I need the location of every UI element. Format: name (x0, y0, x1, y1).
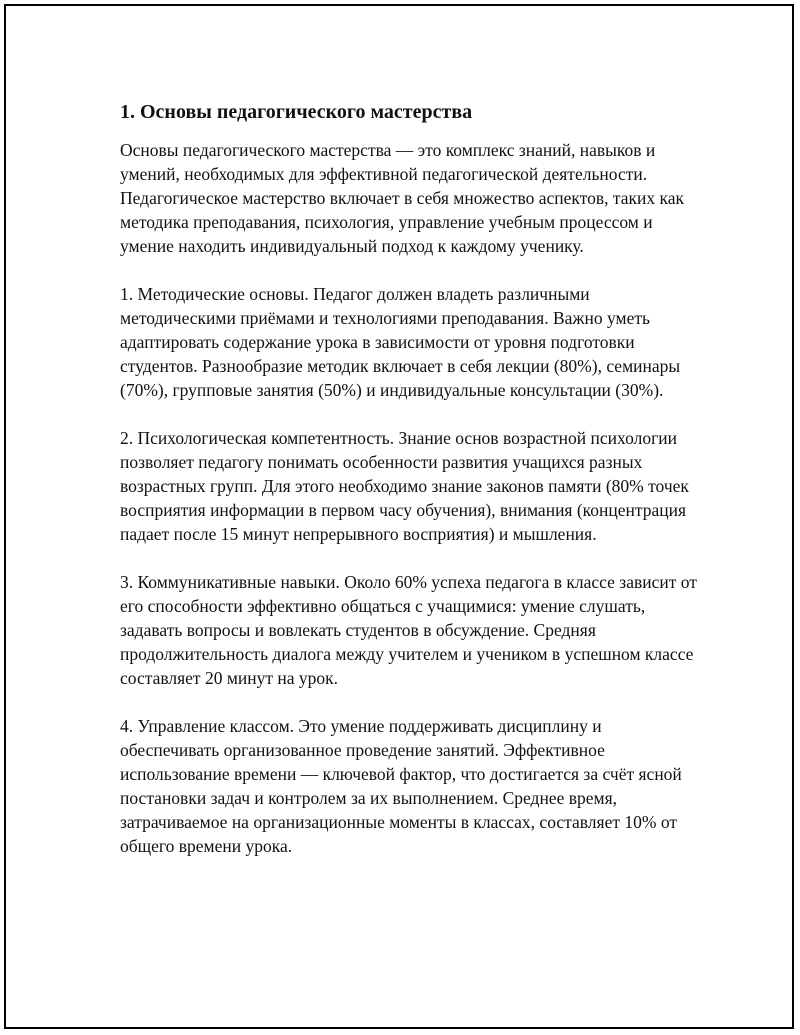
intro-paragraph: Основы педагогического мастерства — это комплекс знаний, навыков и умений, необходимых для эффективной педагогической деятельности. Педагогическое мастерство включает в себя множество аспектов, таких как методика преподавания, психология, управление учебным процессом и умение находить индивидуальный подход к каждому ученику. (120, 140, 684, 256)
section-classroom-management: 4. Управление классом. Это умение поддерживать дисциплину и обеспечивать организованное проведение занятий. Эффективное использование времени — ключевой фактор, что достигается за счёт ясной постановки задач и контролем за их выполнением. Среднее время, затрачиваемое на организационные моменты в классах, составляет 10% от общего времени урока. (120, 716, 682, 856)
section-psychological-competence: 2. Психологическая компетентность. Знание основ возрастной психологии позволяет педагогу понимать особенности развития учащихся разных возрастных групп. Для этого необходимо знание законов памяти (80% точек восприятия информации в первом часу обучения), внимания (концентрация падает после 15 минут непрерывного восприятия) и мышления. (120, 428, 689, 544)
page-frame (4, 4, 794, 1029)
document-title: 1. Основы педагогического мастерства (120, 101, 473, 123)
document-body (120, 98, 700, 882)
section-methodical-basics: 1. Методические основы. Педагог должен владеть различными методическими приёмами и технологиями преподавания. Важно уметь адаптировать содержание урока в зависимости от уровня подготовки студентов. Разнообразие методик включает в себя лекции (80%), семинары (70%), групповые занятия (50%) и индивидуальные консультации (30%). (120, 284, 681, 400)
section-communication-skills: 3. Коммуникативные навыки. Около 60% успеха педагога в классе зависит от его способности эффективно общаться с учащимися: умение слушать, задавать вопросы и вовлекать студентов в обсуждение. Средняя продолжительность диалога между учителем и учеником в успешном классе составляет 20 минут на урок. (120, 572, 697, 688)
